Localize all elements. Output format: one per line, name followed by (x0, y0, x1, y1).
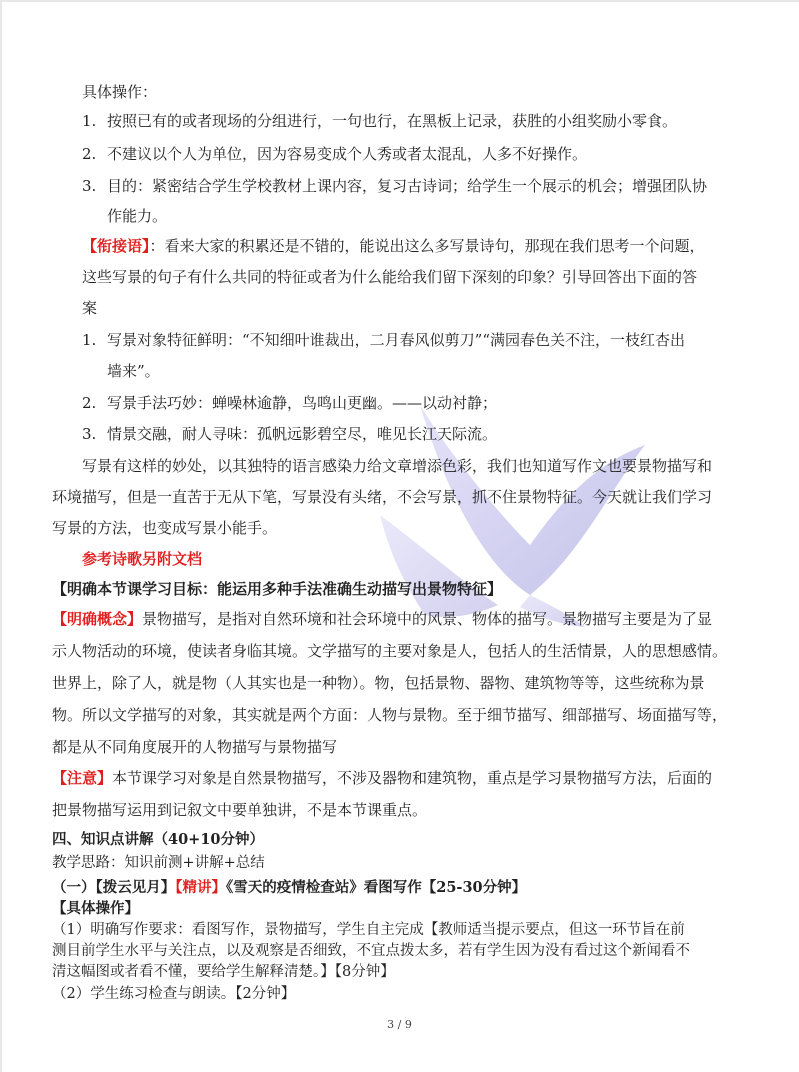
attention-text: 本节课学习对象是自然景物描写，不涉及器物和建筑物，重点是学习景物描写方法，后面的 (112, 769, 713, 787)
item-number: 3. (82, 425, 97, 443)
teaching-thinking: 教学思路：知识前测+讲解+总结 (52, 855, 265, 871)
transition-tag: 【衔接语】 (82, 237, 150, 255)
concept-text: 景物描写，是指对自然环境和社会环境中的风景、物体的描写。景物描写主要是为了显 (142, 610, 713, 628)
section-4-heading: 四、知识点讲解（40+10分钟） (52, 831, 265, 848)
item-text: 写景对象特征鲜明：“不知细叶谁裁出，二月春风似剪刀”“满园春色关不注，一枝红杏出 (107, 331, 686, 349)
item-number: 3. (82, 177, 97, 195)
step-1-line-2: 测目前学生水平与关注点，以及观察是否细致，不宜点拨太多，若有学生因为没有看过这个新闻看不 (52, 943, 690, 959)
transition-text: ：看来大家的积累还是不错的，能说出这么多写景诗句，那现在我们思考一个问题， (149, 237, 705, 255)
item-number: 2. (82, 394, 97, 412)
transition-line-3: 案 (82, 299, 98, 317)
item-text: 不建议以个人为单位，因为容易变成个人秀或者太混乱，人多不好操作。 (107, 145, 588, 163)
feature-item-3 (82, 424, 497, 444)
concept-line-4: 物。所以文学描写的对象，其实就是两个方面：人物与景物。至于细节描写、细部描写、场面描写等， (52, 706, 728, 724)
concept-line-1 (52, 609, 712, 629)
subsection-heading (52, 878, 526, 897)
item-number: 1. (82, 331, 97, 349)
intro-line-3: 写景的方法，也变成写景小能手。 (52, 519, 278, 537)
subsection-tag: 【精讲】 (175, 879, 226, 896)
subsection-prefix: （一）【拨云见月】 (52, 879, 176, 896)
page-left-edge (0, 0, 2, 1072)
subsection-suffix: 《雪天的疫情检查站》看图写作【25-30分钟】 (226, 879, 527, 896)
page-number: 3 / 9 (387, 1018, 412, 1031)
concept-tag: 【明确概念】 (52, 610, 143, 628)
attention-line-2: 把景物描写运用到记叙文中要单独讲，不是本节课重点。 (52, 801, 428, 819)
operation-item-3-cont: 作能力。 (107, 207, 168, 225)
operation-heading: 具体操作： (82, 83, 158, 101)
transition-line-1 (82, 236, 705, 256)
attention-line-1 (52, 768, 712, 788)
operation-item-1 (82, 111, 677, 131)
intro-line-2: 环境描写，但是一直苦于无从下笔，写景没有头绪，不会写景，抓不住景物特征。今天就让我们学习 (52, 488, 713, 506)
step-2: （2）学生练习检查与朗读。【2分钟】 (52, 986, 296, 1002)
item-text: 情景交融，耐人寻味：孤帆远影碧空尽，唯见长江天际流。 (107, 425, 498, 443)
step-1-line-3: 清这幅图或者看不懂，要给学生解释清楚。】【8分钟】 (52, 964, 395, 980)
concept-line-5: 都是从不同角度展开的人物描写与景物描写 (52, 738, 338, 756)
item-text: 按照已有的或者现场的分组进行，一句也行，在黑板上记录，获胜的小组奖励小零食。 (107, 112, 678, 130)
feature-item-1 (82, 330, 685, 350)
item-number: 1. (82, 112, 97, 130)
concept-line-3: 世界上，除了人，就是物（人其实也是一种物）。物，包括景物、器物、建筑物等等，这些统称为景 (52, 674, 705, 692)
step-1-line-1: （1）明确写作要求：看图写作，景物描写，学生自主完成【教师适当提示要点，但这一环节旨在前 (52, 922, 685, 938)
feature-item-2 (82, 393, 497, 413)
transition-line-2: 这些写景的句子有什么共同的特征或者为什么能给我们留下深刻的印象？引导回答出下面的答 (82, 268, 698, 286)
learning-goal: 【明确本节课学习目标：能运用多种手法准确生动描写出景物特征】 (52, 580, 503, 598)
intro-line-1: 写景有这样的妙处，以其独特的语言感染力给文章增添色彩，我们也知道写作文也要景物描写和 (82, 457, 713, 475)
page-top-edge (0, 0, 799, 2)
operation-item-3 (82, 176, 707, 196)
feature-item-1-cont: 墙来”。 (107, 362, 160, 380)
concept-line-2: 示人物活动的环境，使读者身临其境。文学描写的主要对象是人，包括人的生活情景，人的思想感情。 (52, 642, 728, 660)
operation-item-2 (82, 144, 587, 164)
item-text: 写景手法巧妙：蝉噪林逾静，鸟鸣山更幽。——以动衬静； (107, 394, 498, 412)
attention-tag: 【注意】 (52, 769, 113, 787)
item-text: 目的：紧密结合学生学校教材上课内容，复习古诗词；给学生一个展示的机会；增强团队协 (107, 177, 708, 195)
reference-note: 参考诗歌另附文档 (82, 550, 203, 568)
steps-heading: 【具体操作】 (52, 900, 139, 917)
item-number: 2. (82, 145, 97, 163)
